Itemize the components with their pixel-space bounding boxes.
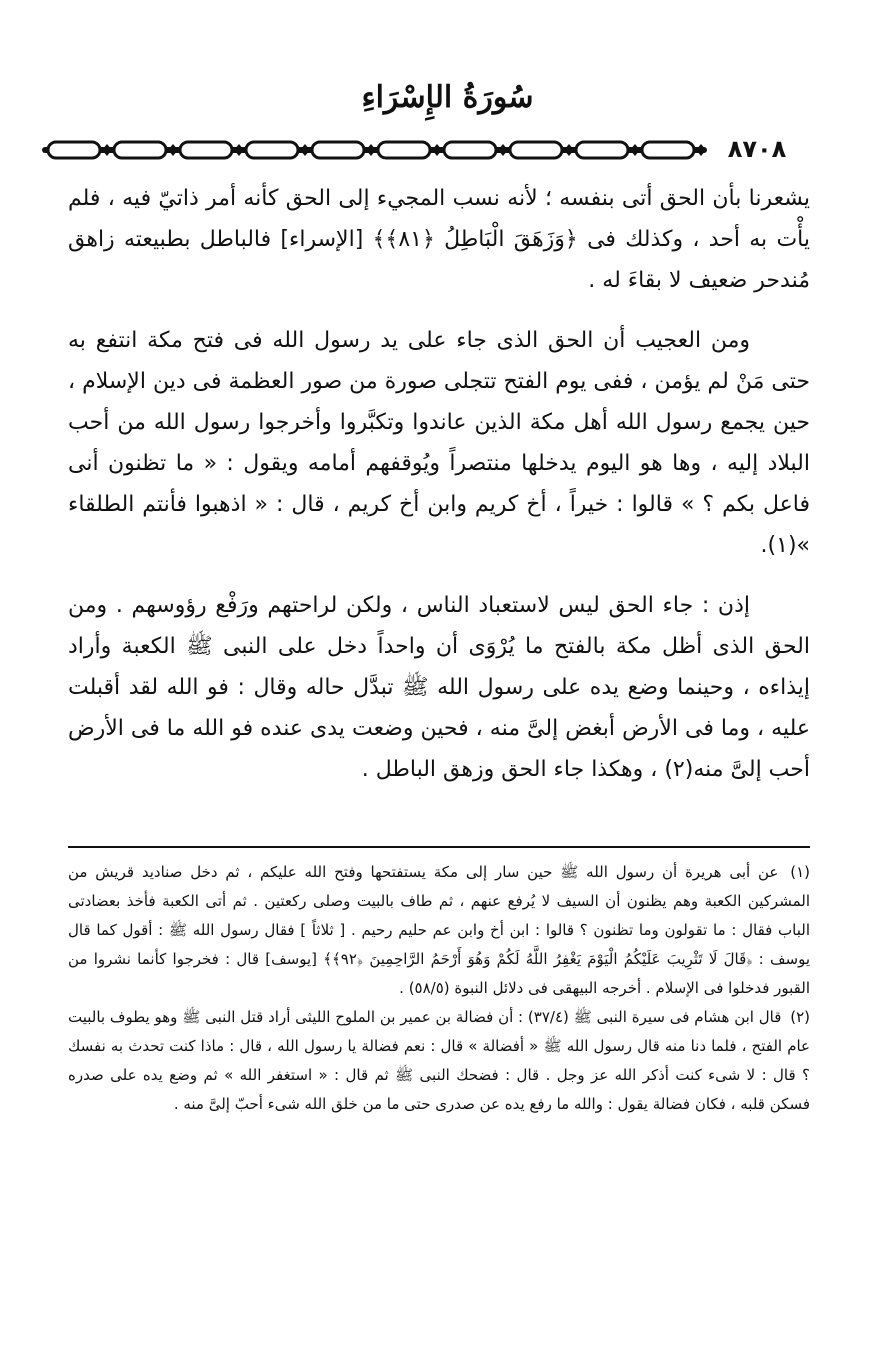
ornamental-border [42,139,707,161]
footnotes [68,858,810,1119]
paragraph: إذن : جاء الحق ليس لاستعباد الناس ، ولكن لراحتهم ورَفْع رؤوسهم . ومن الحق الذى أظل مكة بالفتح ما يُرْوَى أن واحداً دخل على النبى ﷺ الكعبة وأراد إيذاءه ، وحينما وضع يده على رسول الله ﷺ تبدَّل حاله وقال : فو الله لقد أقبلت عليه ، وما فى الأرض أبغض إلىَّ منه ، فحين وضعت يدى عنده فو الله ما فى الأرض أحب إلىَّ منه(٢) ، وهكذا جاء الحق وزهق الباطل . [68,593,810,782]
footnote-text: عن أبى هريرة أن رسول الله ﷺ حين سار إلى مكة يستفتحها وفتح الله عليكم ، ثم دخل صناديد قريش من المشركين الكعبة وهم يظنون أن السيف لا يُرفع عنهم ، ثم طاف بالبيت وصلى ركعتين . ثم أتى الكعبة فأخذ بعضادتى الباب فقال : ما تقولون وما تظنون ؟ قالوا : ابن أخ وابن عم حليم رحيم . [ ثلاثاً ] فقال رسول الله ﷺ : أقول كما قال يوسف : ﴿قَالَ لَا تَثْرِيبَ عَلَيْكُمُ الْيَوْمَ يَغْفِرُ اللَّهُ لَكُمْ وَهُوَ أَرْحَمُ الرَّاحِمِينَ ﴿٩٢﴾﴾ [يوسف] قال : فخرجوا كأنما نشروا من القبور فدخلوا فى الإسلام . أخرجه البيهقى فى دلائل النبوة (٥٨/٥) . [68,863,810,997]
footnote-number: (٢) [790,1008,810,1026]
paragraph: يشعرنا بأن الحق أتى بنفسه ؛ لأنه نسب المجيء إلى الحق كأنه أمر ذاتيّ فيه ، فلم يأْت به أحد ، وكذلك فى ﴿وَزَهَقَ الْبَاطِلُ ﴿٨١﴾﴾ [الإسراء] فالباطل بطبيعته زاهق مُندحر ضعيف لا بقاءَ له . [68,186,810,293]
page-number: ٨٧٠٨ [727,135,787,163]
paragraph: ومن العجيب أن الحق الذى جاء على يد رسول الله فى فتح مكة انتفع به حتى مَنْ لم يؤمن ، ففى يوم الفتح تتجلى صورة من صور العظمة فى دين الإسلام ، حين يجمع رسول الله أهل مكة الذين عاندوا وتكبَّروا وأخرجوا رسول الله من أحب البلاد إليه ، وها هو اليوم يدخلها منتصراً ويُوقفهم أمامه ويقول : « ما تظنون أنى فاعل بكم ؟ » قالوا : خيراً ، أخ كريم وابن أخ كريم ، قال : « اذهبوا فأنتم الطلقاء »(١). [68,328,810,558]
footnote-text: قال ابن هشام فى سيرة النبى ﷺ (٣٧/٤) : أن فضالة بن عمير بن الملوح الليثى أراد قتل النبى ﷺ وهو يطوف بالبيت عام الفتح ، فلما دنا منه قال رسول الله ﷺ « أفضالة » قال : نعم فضالة يا رسول الله ، قال : ماذا كنت تحدث به نفسك ؟ قال : لا شىء كنت أذكر الله عز وجل . قال : فضحك النبى ﷺ ثم قال : « استغفر الله » ثم وضع يده على صدره فسكن قلبه ، فكان فضالة يقول : والله ما رفع يده عن صدرى حتى ما من خلق الله شىء أحبّ إلىَّ منه . [68,1008,810,1113]
footnote [68,1003,810,1119]
footnote [68,858,810,1003]
footnote-separator [68,846,810,848]
main-text-body [68,178,810,790]
surah-title: سُورَةُ الإِسْرَاءِ [361,80,534,115]
footnote-number: (١) [790,863,810,881]
